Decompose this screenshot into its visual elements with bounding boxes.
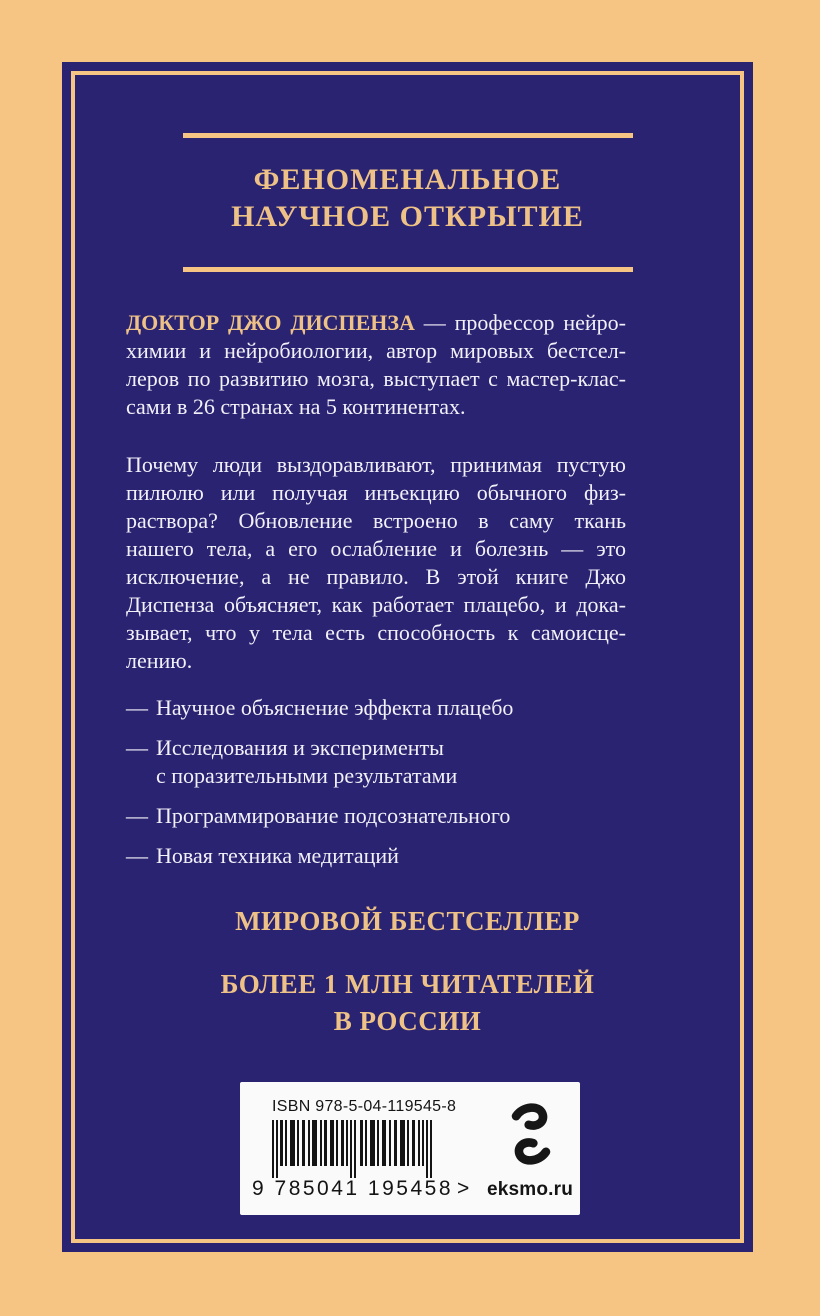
publisher-url: eksmo.ru bbox=[486, 1179, 574, 1200]
dash-bullet-icon: — bbox=[126, 695, 148, 720]
dash-bullet-icon: — bbox=[126, 735, 148, 760]
description-line: исключение, а не правило. В этой книге Джо bbox=[126, 564, 626, 589]
cover-panel bbox=[62, 62, 753, 1252]
header-banner bbox=[62, 161, 753, 235]
list-item-line: Исследования и эксперименты bbox=[156, 735, 444, 760]
tagline-world-bestseller: МИРОВОЙ БЕСТСЕЛЛЕР bbox=[235, 906, 580, 936]
description-line: лению. bbox=[126, 648, 193, 673]
description-paragraph bbox=[126, 451, 626, 675]
isbn-panel bbox=[240, 1082, 580, 1215]
author-paragraph-line: сами в 26 странах на 5 континентах. bbox=[126, 394, 466, 419]
description-line: Почему люди выздоравливают, принимая пустую bbox=[126, 452, 626, 477]
barcode-digits-text: 9 785041 195458 bbox=[252, 1177, 453, 1200]
author-paragraph-line: химии и нейробиологии, автор мировых бестсел- bbox=[126, 338, 626, 363]
list-item-line: с поразительными результатами bbox=[156, 763, 458, 788]
eksmo-logo-icon bbox=[508, 1090, 554, 1178]
list-item bbox=[126, 842, 636, 870]
list-item bbox=[126, 734, 636, 790]
description-line: нашего тела, а его ослабление и болезнь — это bbox=[126, 536, 626, 561]
barcode bbox=[270, 1120, 436, 1178]
bottom-divider-line bbox=[183, 267, 633, 272]
author-paragraph-text: — профессор нейро- bbox=[414, 310, 626, 335]
header-line-2: НАУЧНОЕ ОТКРЫТИЕ bbox=[231, 200, 584, 233]
top-divider-line bbox=[183, 133, 633, 138]
list-item-text: Новая техника медитаций bbox=[156, 843, 399, 868]
description-line: пилюлю или получая инъекцию обычного физ- bbox=[126, 480, 626, 505]
list-item-text: Программирование подсознательного bbox=[156, 803, 511, 828]
tagline-readers-line-2: В РОССИИ bbox=[333, 1006, 482, 1036]
barcode-digits bbox=[252, 1177, 469, 1201]
dash-bullet-icon: — bbox=[126, 843, 148, 868]
header-line-1: ФЕНОМЕНАЛЬНОЕ bbox=[253, 163, 562, 196]
description-line: зывает, что у тела есть способность к самоисце- bbox=[126, 620, 626, 645]
list-item-text bbox=[156, 734, 457, 790]
author-name: ДОКТОР ДЖО ДИСПЕНЗА bbox=[126, 310, 415, 335]
list-item bbox=[126, 694, 636, 722]
quiet-zone-indicator: > bbox=[457, 1177, 470, 1200]
tagline-readers bbox=[62, 966, 753, 1040]
tagline-readers-line-1: БОЛЕЕ 1 МЛН ЧИТАТЕЛЕЙ bbox=[220, 969, 595, 999]
description-line: Диспенза объясняет, как работает плацебо, и дока- bbox=[126, 592, 626, 617]
list-item-text: Научное объяснение эффекта плацебо bbox=[156, 695, 514, 720]
list-item bbox=[126, 802, 636, 830]
isbn-number: ISBN 978-5-04-119545-8 bbox=[272, 1098, 457, 1115]
author-paragraph-line bbox=[126, 309, 626, 337]
author-paragraph bbox=[126, 309, 626, 421]
description-line: раствора? Обновление встроено в саму ткань bbox=[126, 508, 626, 533]
dash-bullet-icon: — bbox=[126, 803, 148, 828]
feature-list bbox=[126, 694, 636, 882]
author-paragraph-line: леров по развитию мозга, выступает с мастер-клас- bbox=[126, 366, 626, 391]
